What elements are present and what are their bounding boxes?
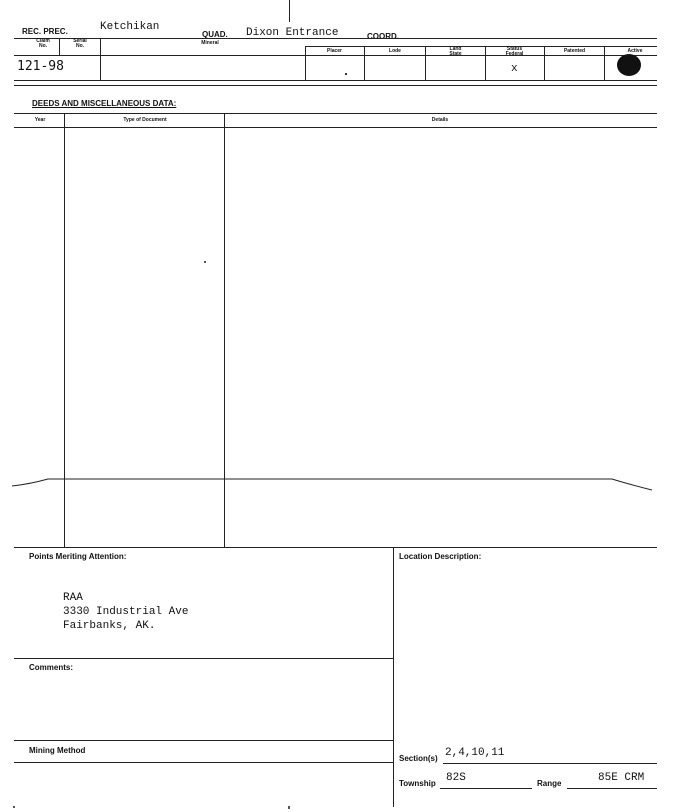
range-value: 85E CRM [598,772,645,784]
header-rule-top [14,38,657,39]
mining-method-label: Mining Method [29,746,86,755]
bottom-center-sep [393,547,394,807]
range-underline [567,788,657,789]
comments-label: Comments: [29,663,74,672]
deeds-rule-top [14,85,657,86]
mining-rule-bottom [14,762,393,763]
township-label: Township [399,779,436,788]
location-label: Location Description: [399,552,482,561]
bottom-dot-2 [288,806,290,809]
deeds-heading: DEEDS AND MISCELLANEOUS DATA: [32,99,177,108]
claim-no-value: 121-98 [17,59,64,74]
status-federal-mark: x [511,63,518,75]
col-claim-no: Claim No. [36,38,50,49]
col-active: Active [627,48,643,54]
sections-label: Section(s) [399,754,438,763]
col-sep-5 [425,46,426,80]
hole-punch [617,54,641,76]
col-serial-no: Serial No. [73,38,87,49]
address-line-1: RAA [63,592,83,604]
deeds-col-type: Type of Document [123,117,167,123]
points-label: Points Meriting Attention: [29,552,127,561]
col-sep-2 [100,38,101,80]
dot-mark [345,73,347,75]
range-label: Range [537,779,562,788]
col-lode: Lode [389,48,401,54]
township-value: 82S [446,772,466,784]
col-patented: Patented [563,48,586,54]
rec-prec-label: REC. PREC. [22,27,68,36]
address-line-3: Fairbanks, AK. [63,620,156,632]
quad-label: QUAD. [202,30,228,39]
deeds-table-top [14,113,657,114]
stray-dot [204,261,206,263]
sections-underline [443,763,657,764]
col-land-state: Land State [449,46,462,57]
top-tick [289,0,290,22]
page-edge-line [0,470,678,500]
address-line-2: 3330 Industrial Ave [63,606,189,618]
header-rule-bottom [14,80,657,81]
comments-rule [14,658,393,659]
bottom-dot-1 [13,806,15,808]
deeds-table-header-rule [14,127,657,128]
col-sep-4 [364,46,365,80]
quad-value: Dixon Entrance [246,27,339,39]
col-sep-1 [59,38,60,55]
deeds-col-details: Details [431,117,449,123]
col-mineral: Mineral [201,40,219,46]
mining-rule [14,740,393,741]
col-placer: Placer [326,48,342,54]
col-sep-8 [604,46,605,80]
rec-prec-value: Ketchikan [100,21,160,33]
header-rule-columns [14,55,657,56]
col-status-federal: Status Federal [505,46,524,57]
coord-label: COORD. [367,32,399,41]
col-sep-7 [544,46,545,80]
township-underline [440,788,532,789]
sections-value: 2,4,10,11 [445,747,505,759]
bottom-rule-top [14,547,657,548]
deeds-col-year: Year [34,117,46,123]
